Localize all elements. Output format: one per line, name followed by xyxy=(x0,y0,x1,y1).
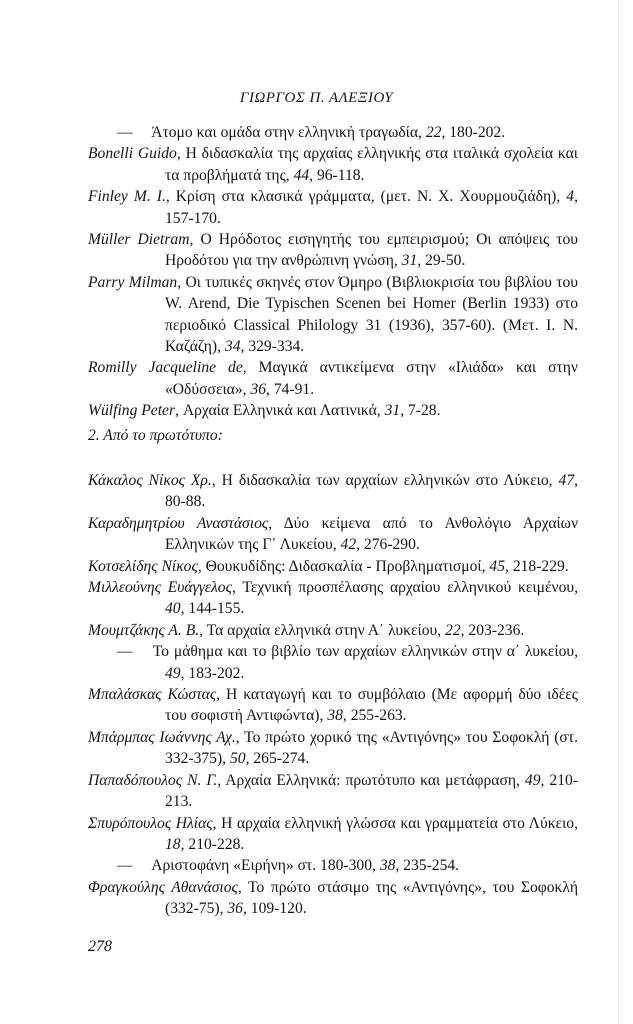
entry-author: Παπαδόπουλος Ν. Γ. xyxy=(88,771,218,789)
page-number: 278 xyxy=(88,938,112,955)
page-edge xyxy=(618,0,619,1024)
entry-volume: 38 xyxy=(379,857,396,875)
entry-volume: 31 xyxy=(384,402,401,420)
entry-volume: 47 xyxy=(558,472,575,489)
entry-pages: , 7-28. xyxy=(400,402,441,420)
entry-pages: , 235-254. xyxy=(395,857,460,875)
entry-volume: 18 xyxy=(165,835,181,853)
entry-title: , Το πρώτο στάσιμο της «Αντιγόνης», του Σοφοκλή (332-75), xyxy=(165,878,578,918)
entry-volume: 49 xyxy=(165,664,181,682)
entry-pages: , 210-213. xyxy=(165,771,578,811)
bibliography-entry xyxy=(88,877,578,920)
entry-volume: 42 xyxy=(340,536,357,554)
entry-title: , Το πρώτο χορικό της «Αντιγόνης» του Σοφοκλή (στ. 332-375), xyxy=(165,728,578,768)
entry-volume: 36 xyxy=(227,900,243,918)
repeat-author-dash: — xyxy=(117,857,152,875)
entry-pages: , 144-155. xyxy=(180,600,245,618)
entry-title: , Η αρχαία ελληνική γλώσσα και γραμματεία στο Λύκειο, xyxy=(212,814,579,832)
entry-author: Parry Milman xyxy=(88,273,178,291)
entry-pages: , 80-88. xyxy=(165,472,579,511)
entry-volume: 40 xyxy=(165,600,181,618)
entry-volume: 36 xyxy=(250,380,267,398)
bibliography-entry xyxy=(88,813,578,856)
entry-title: , Η διδασκαλία των αρχαίων ελληνικών στο Λύκειο, xyxy=(211,472,559,489)
entry-title: , Αρχαία Ελληνικά και Λατινικά, xyxy=(175,402,385,420)
running-head: ΓΙΩΡΓΟΣ Π. ΑΛΕΞΙΟΥ xyxy=(239,90,394,106)
entry-author: Μπάρμπας Ιωάννης Αχ. xyxy=(88,728,236,746)
entry-pages: , 210-228. xyxy=(180,835,245,853)
entry-author: Φραγκούλης Αθανάσιος xyxy=(88,878,238,896)
repeat-author-dash: — xyxy=(117,124,152,141)
entry-pages: , 329-334. xyxy=(240,338,305,356)
entry-title: , Κρίση στα κλασικά γράμματα, (μετ. Ν. Χ. Χουρμουζιάδη), xyxy=(165,188,567,206)
entry-author: Μιλλεούνης Ευάγγελος xyxy=(88,579,232,597)
entry-volume: 31 xyxy=(401,252,418,270)
bibliography-section-originals xyxy=(88,470,578,920)
bibliography-entry xyxy=(88,513,578,556)
entry-pages: , 203-236. xyxy=(460,621,525,639)
entry-pages: , 218-229. xyxy=(505,557,569,575)
entry-author: Wülfing Peter xyxy=(88,402,176,420)
bibliography-entry xyxy=(88,186,578,229)
bibliography-entry xyxy=(88,620,578,641)
entry-title: , Μαγικά αντικείμενα στην «Ιλιάδα» και στην «Οδύσσεια», xyxy=(165,359,578,398)
entry-title: , Θουκυδίδης: Διδασκαλία - Προβληματισμοί, xyxy=(197,557,490,575)
entry-author: Καραδημητρίου Αναστάσιος xyxy=(88,514,269,532)
entry-pages: , 180-202. xyxy=(441,124,506,141)
entry-author: Μπαλάσκας Κώστας xyxy=(88,686,217,704)
bibliography-entry xyxy=(88,727,578,770)
bibliography-entry xyxy=(88,556,578,577)
entry-pages: , 74-91. xyxy=(266,380,315,398)
entry-author: Romilly Jacqueline de xyxy=(88,359,243,377)
entry-title: , Η διδασκαλία της αρχαίας ελληνικής στα ιταλικά σχολεία και τα προβλήματά της, xyxy=(165,145,578,184)
bibliography-entry xyxy=(88,641,578,684)
entry-volume: 49 xyxy=(524,771,541,789)
bibliography-entry xyxy=(88,577,578,620)
bibliography-entry xyxy=(88,470,578,513)
bibliography-entry xyxy=(88,684,578,727)
entry-pages: , 157-170. xyxy=(165,188,578,227)
bibliography-section-translations xyxy=(88,122,578,422)
entry-pages: , 29-50. xyxy=(417,252,466,270)
entry-author: Κάκαλος Νίκος Χρ. xyxy=(88,472,212,489)
entry-author: Müller Dietram xyxy=(88,231,190,249)
entry-author: Σπυρόπουλος Ηλίας xyxy=(88,814,213,832)
entry-title: Αριστοφάνη «Ειρήνη» στ. 180-300, xyxy=(151,857,380,875)
bibliography-entry xyxy=(88,143,578,186)
entry-pages: , 109-120. xyxy=(242,900,307,918)
entry-volume: 38 xyxy=(327,707,343,725)
bibliography-entry xyxy=(88,272,578,358)
entry-pages: , 183-202. xyxy=(180,664,245,682)
bibliography-entry xyxy=(88,229,578,272)
entry-title: Το μάθημα και το βιβλίο των αρχαίων ελληνικών στην α΄ λυκείου, xyxy=(152,643,578,661)
entry-title: , Δύο κείμενα από το Ανθολόγιο Αρχαίων Ελληνικών της Γ΄ Λυκείου, xyxy=(165,514,578,554)
entry-pages: , 96-118. xyxy=(309,166,365,184)
bibliography-entry xyxy=(88,770,578,813)
bibliography-entry xyxy=(88,122,578,143)
entry-volume: 45 xyxy=(489,557,506,575)
bibliography-entry xyxy=(88,855,578,876)
entry-title: , Ο Ηρόδοτος εισηγητής του εμπειρισμού; Οι απόψεις του Ηροδότου για την ανθρώπινη γνώση, xyxy=(165,231,578,270)
repeat-author-dash: — xyxy=(117,643,153,661)
entry-title: , Τα αρχαία ελληνικά στην Α΄ λυκείου, xyxy=(199,621,446,639)
entry-pages: , 255-263. xyxy=(342,707,407,725)
entry-author: Κοτσελίδης Νίκος xyxy=(88,557,198,575)
bibliography-entry xyxy=(88,357,578,400)
entry-title: , Τεχνική προσπέλασης αρχαίου ελληνικού κειμένου, xyxy=(231,579,579,597)
entry-author: Finley M. I. xyxy=(88,188,166,206)
entry-title: , Η καταγωγή και το συμβόλαιο (Με αφορμή δύο ιδέες του σοφιστή Αντιφώντα), xyxy=(165,686,578,725)
entry-volume: 44 xyxy=(293,166,310,184)
entry-volume: 22 xyxy=(445,621,461,639)
entry-title: , Οι τυπικές σκηνές στον Όμηρο (Βιβλιοκρισία του βιβλίου του W. Arend, Die Typischen Scenen bei Homer (Berlin 1933) στο περιοδικό Classical Philology 31 (1936), 357-60). (Μετ. Ι. Ν. Καζάζη), xyxy=(165,273,578,356)
entry-pages: , 276-290. xyxy=(356,536,420,554)
section-heading: 2. Από το πρωτότυπο: xyxy=(88,427,223,444)
entry-author: Μουμτζάκης Α. Β. xyxy=(88,621,200,639)
entry-volume: 22 xyxy=(425,124,442,141)
entry-volume: 50 xyxy=(229,750,246,768)
entry-author: Bonelli Guido xyxy=(88,145,177,163)
bibliography-entry xyxy=(88,400,578,421)
entry-title: , Αρχαία Ελληνικά: πρωτότυπο και μετάφραση, xyxy=(217,771,525,789)
entry-title: Άτομο και ομάδα στην ελληνική τραγωδία, xyxy=(151,124,426,141)
entry-volume: 34 xyxy=(224,338,241,356)
entry-volume: 4 xyxy=(566,188,575,206)
entry-pages: , 265-274. xyxy=(245,750,310,768)
